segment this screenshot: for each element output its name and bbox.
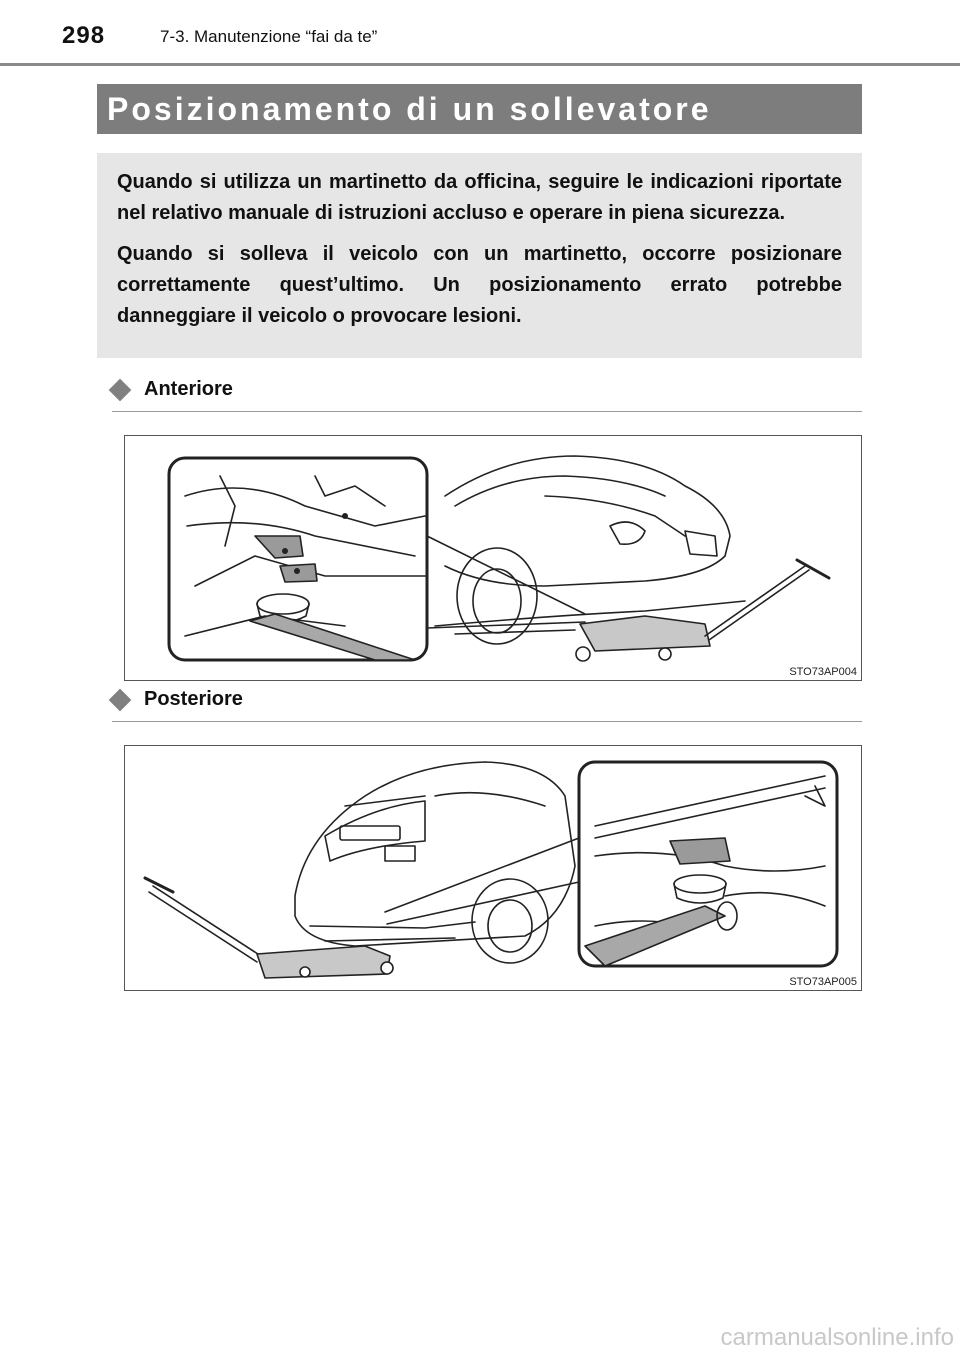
page-title: Posizionamento di un sollevatore: [97, 84, 862, 134]
page-number: 298: [62, 22, 106, 49]
subhead-front: [112, 378, 862, 412]
figure-front: [124, 435, 862, 681]
subhead-rear: [112, 688, 862, 722]
subhead-front-label: Anteriore: [144, 378, 233, 400]
rear-jack-illustration: [125, 746, 862, 991]
figure-rear: [124, 745, 862, 991]
front-jack-illustration: [125, 436, 862, 681]
subhead-rear-label: Posteriore: [144, 688, 243, 710]
diamond-bullet-icon: [109, 689, 132, 712]
intro-box: [97, 153, 862, 358]
intro-paragraph-2: Quando si solleva il veicolo con un martinetto, occorre posizionare correttamente quest’ultimo. Un posizionamento errato potrebbe danneggiare il veicolo o provocare lesioni.: [117, 243, 842, 327]
header-rule: [0, 63, 960, 66]
figure-rear-code: STO73AP005: [789, 976, 857, 988]
figure-front-code: STO73AP004: [789, 666, 857, 678]
diamond-bullet-icon: [109, 379, 132, 402]
intro-paragraph-1: Quando si utilizza un martinetto da officina, seguire le indicazioni riportate nel relativo manuale di istruzioni accluso e operare in piena sicurezza.: [117, 171, 842, 224]
watermark: carmanualsonline.info: [720, 1324, 954, 1351]
section-header: 7-3. Manutenzione “fai da te”: [160, 27, 378, 46]
